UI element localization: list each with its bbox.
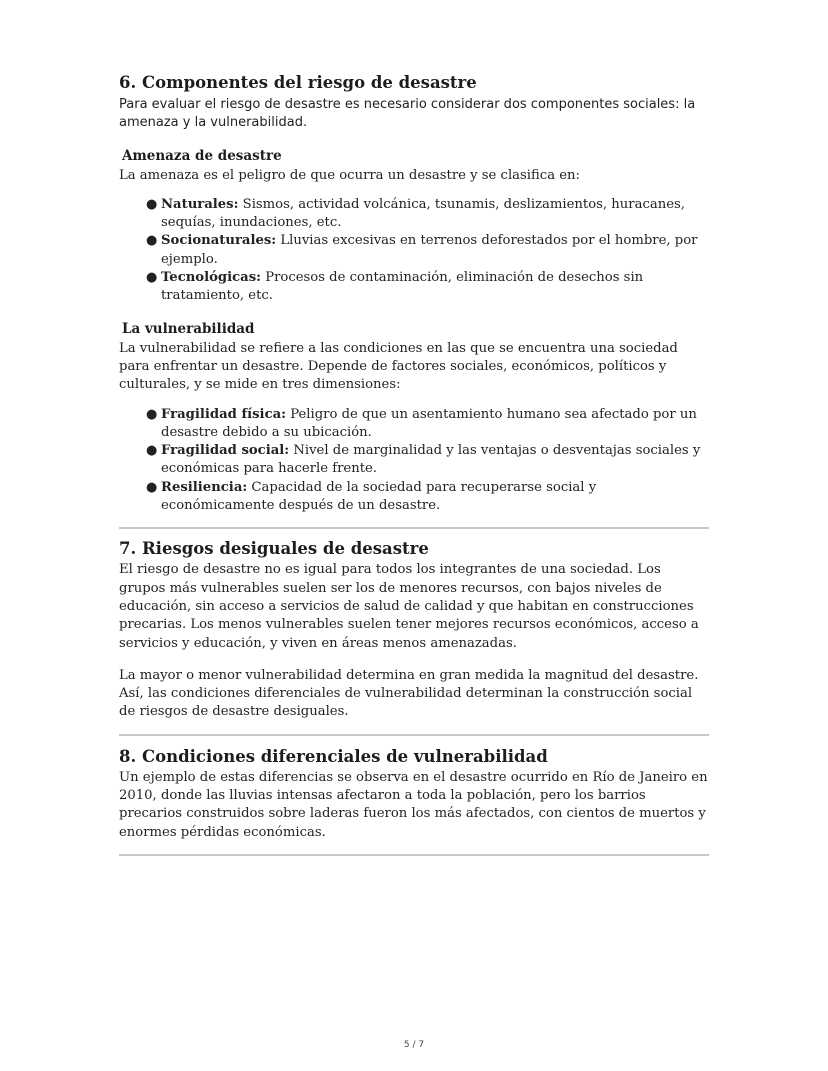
vulnerabilidad-text: La vulnerabilidad se refiere a las condiciones en las que se encuentra una sociedad para enfrentar un desastre. Depende de factores sociales, económicos, políticos y culturales, y se mide en tres dimensiones: [119, 340, 678, 393]
section-divider [119, 734, 709, 736]
bullet-icon: ● [146, 443, 158, 459]
section-7-paragraph-1: El riesgo de desastre no es igual para todos los integrantes de una sociedad. Los grupos más vulnerables suelen ser los de menores recursos, con bajos niveles de educación, sin acceso a servicios de salud de calidad y que habitan en construcciones precarias. Los menos vulnerables suelen tener mejores recursos económicos, acceso a servicios y educación, y viven en áreas menos amenazadas. [119, 562, 699, 651]
bullet-icon: ● [146, 233, 158, 249]
section-8-paragraph-1: Un ejemplo de estas diferencias se observa en el desastre ocurrido en Río de Janeiro en 2010, donde las lluvias intensas afectaron a toda la población, pero los barrios precarios construidos sobre laderas fueron los más afectados, con cientos de muertos y enormes pérdidas económicas. [119, 769, 708, 840]
page-number: 5 / 7 [403, 1040, 425, 1050]
list-item: ● Tecnológicas: Procesos de contaminación, eliminación de desechos sin tratamiento, etc. [146, 270, 644, 304]
list-item: ● Fragilidad social: Nivel de marginalidad y las ventajas o desventajas sociales y económicas para hacerle frente. [146, 443, 701, 477]
bullet-icon: ● [146, 196, 158, 212]
document-page [119, 72, 709, 856]
bullet-icon: ● [146, 406, 158, 422]
list-item: ● Fragilidad física: Peligro de que un asentamiento humano sea afectado por un desastre debido a su ubicación. [146, 406, 697, 440]
section-7-paragraph-2: La mayor o menor vulnerabilidad determina en gran medida la magnitud del desastre. Así, las condiciones diferenciales de vulnerabilidad determinan la construcción social de riesgos de desastre desiguales. [119, 667, 699, 720]
vulnerabilidad-list [119, 406, 709, 516]
amenaza-list [119, 196, 709, 306]
vulnerabilidad-heading: La vulnerabilidad [122, 320, 255, 337]
list-item: ● Socionaturales: Lluvias excesivas en terrenos deforestados por el hombre, por ejemplo. [146, 233, 698, 267]
section-6-title: 6. Componentes del riesgo de desastre [119, 73, 477, 92]
amenaza-text: La amenaza es el peligro de que ocurra un desastre y se clasifica en: [119, 167, 580, 183]
section-8-title: 8. Condiciones diferenciales de vulnerabilidad [119, 746, 548, 766]
bullet-icon: ● [146, 270, 158, 286]
section-divider [119, 527, 709, 529]
list-item: ● Resiliencia: Capacidad de la sociedad para recuperarse social y económicamente después de un desastre. [146, 479, 597, 514]
amenaza-heading: Amenaza de desastre [122, 147, 282, 164]
section-7-title: 7. Riesgos desiguales de desastre [119, 539, 429, 559]
section-6-intro: Para evaluar el riesgo de desastre es necesario considerar dos componentes sociales: la amenaza y la vulnerabilidad. [119, 97, 696, 131]
list-item: ● Naturales: Sismos, actividad volcánica, tsunamis, deslizamientos, huracanes, sequías, inundaciones, etc. [146, 196, 685, 231]
section-divider [119, 854, 709, 856]
bullet-icon: ● [146, 479, 158, 495]
